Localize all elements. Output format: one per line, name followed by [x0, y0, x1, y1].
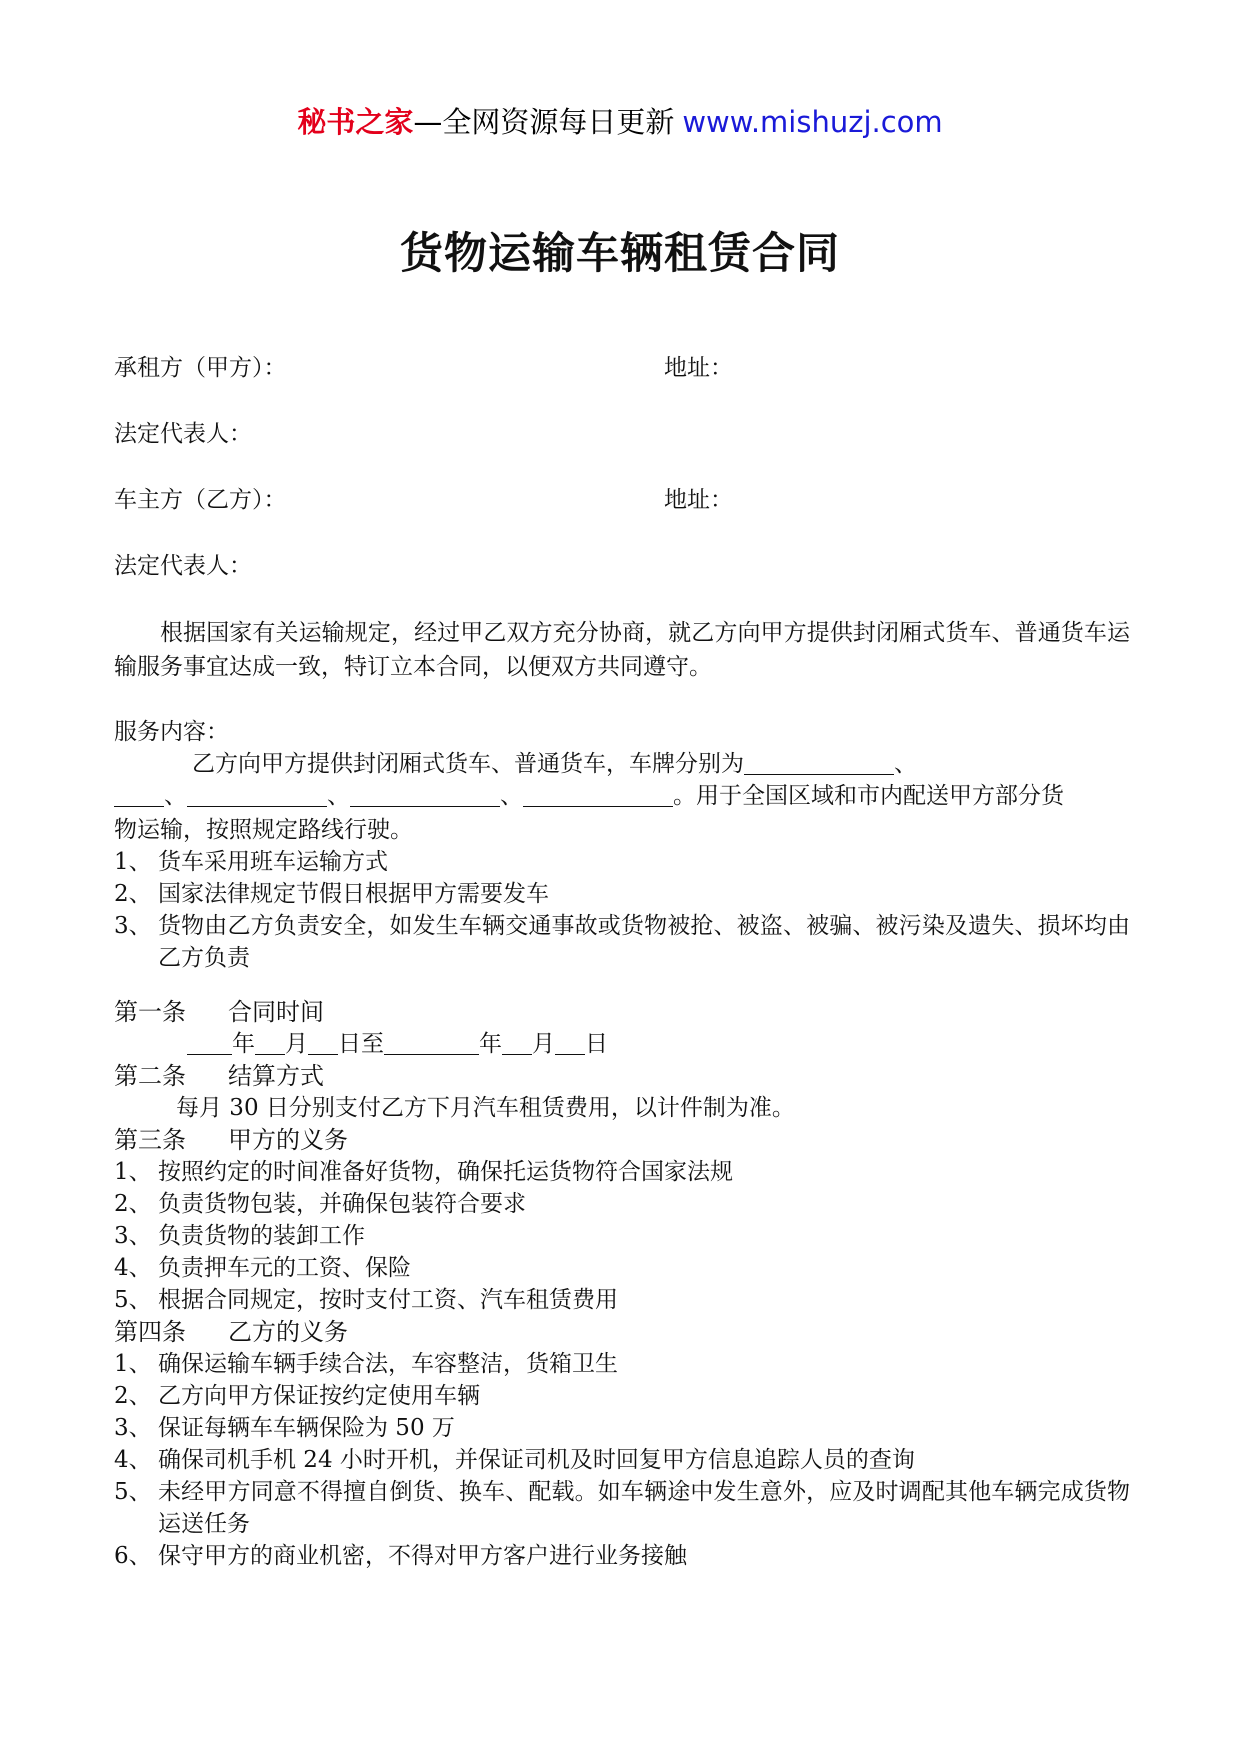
item-text: 确保运输车辆手续合法，车容整洁，货箱卫生 — [158, 1351, 618, 1377]
day-label: 日 — [585, 1031, 608, 1057]
month-label: 月 — [285, 1031, 308, 1057]
service-intro-line-2 — [114, 780, 1130, 812]
list-item — [114, 1348, 1130, 1380]
list-item — [114, 846, 1130, 878]
header-banner — [0, 98, 1240, 146]
end-day-blank[interactable] — [555, 1030, 585, 1055]
item-number: 4、 — [114, 1447, 152, 1473]
owner-legal-rep-label: 法定代表人： — [114, 553, 252, 579]
article-number: 第一条 — [114, 998, 186, 1026]
plate-blank-3[interactable] — [187, 782, 327, 807]
end-month-blank[interactable] — [502, 1030, 532, 1055]
lessee-label: 承租方（甲方）： — [114, 355, 287, 381]
article-1-heading — [114, 996, 324, 1028]
item-number: 1、 — [114, 1159, 152, 1185]
start-month-blank[interactable] — [255, 1030, 285, 1055]
item-number: 2、 — [114, 1191, 152, 1217]
lessee-legal-rep-label: 法定代表人： — [114, 421, 252, 447]
item-number: 3、 — [114, 1223, 152, 1249]
contract-period-line — [114, 1028, 1130, 1060]
article-number: 第四条 — [114, 1318, 186, 1346]
settlement-text: 每月 30 日分别支付乙方下月汽车租赁费用，以计件制为准。 — [176, 1095, 795, 1121]
plate-blank-1[interactable] — [744, 750, 894, 775]
to-label: 至 — [361, 1031, 384, 1057]
separator: 、 — [327, 783, 350, 809]
article-title: 结算方式 — [228, 1062, 324, 1090]
article-title: 合同时间 — [228, 998, 324, 1026]
item-text: 根据合同规定，按时支付工资、汽车租赁费用 — [158, 1287, 618, 1313]
item-number: 2、 — [114, 881, 152, 907]
service-intro-text-cont: 。用于全国区域和市内配送甲方部分货 — [673, 783, 1064, 809]
service-intro-line-3: 物运输，按照规定路线行驶。 — [114, 817, 413, 843]
list-item — [114, 1412, 1130, 1444]
item-text: 乙方向甲方保证按约定使用车辆 — [158, 1383, 480, 1409]
owner-address-label: 地址： — [664, 487, 733, 513]
brand-name: 秘书之家 — [297, 105, 414, 139]
list-item — [114, 910, 1130, 974]
item-number: 3、 — [114, 913, 152, 939]
item-text: 保证每辆车车辆保险为 50 万 — [158, 1415, 455, 1441]
document-title: 货物运输车辆租赁合同 — [400, 229, 840, 279]
list-item — [114, 878, 1130, 910]
separator: 、 — [164, 783, 187, 809]
owner-label: 车主方（乙方）： — [114, 487, 287, 513]
start-day-blank[interactable] — [308, 1030, 338, 1055]
list-item — [114, 1284, 1130, 1316]
list-item — [114, 1476, 1130, 1540]
end-year-blank[interactable] — [384, 1030, 479, 1055]
list-item — [114, 1252, 1130, 1284]
item-text: 未经甲方同意不得擅自倒货、换车、配载。如车辆途中发生意外，应及时调配其他车辆完成货物运送任务 — [158, 1479, 1130, 1537]
service-intro-line-1 — [114, 748, 1130, 780]
separator: 、 — [894, 751, 917, 777]
day-label: 日 — [338, 1031, 361, 1057]
item-text: 货车采用班车运输方式 — [158, 849, 388, 875]
separator: 、 — [500, 783, 523, 809]
item-number: 2、 — [114, 1383, 152, 1409]
banner-tagline: —全网资源每日更新 — [413, 105, 675, 139]
item-text: 保守甲方的商业机密，不得对甲方客户进行业务接触 — [158, 1543, 687, 1569]
article-number: 第二条 — [114, 1062, 186, 1090]
month-label: 月 — [532, 1031, 555, 1057]
article-title: 乙方的义务 — [228, 1318, 348, 1346]
item-number: 5、 — [114, 1287, 152, 1313]
item-number: 4、 — [114, 1255, 152, 1281]
service-heading: 服务内容： — [114, 719, 229, 745]
item-text: 负责货物的装卸工作 — [158, 1223, 365, 1249]
article-4-heading — [114, 1316, 348, 1348]
list-item — [114, 1156, 1130, 1188]
website-link[interactable]: www.mishuzj.com — [682, 105, 943, 139]
list-item — [114, 1220, 1130, 1252]
list-item — [114, 1380, 1130, 1412]
item-number: 3、 — [114, 1415, 152, 1441]
year-label: 年 — [232, 1031, 255, 1057]
item-number: 1、 — [114, 849, 152, 875]
item-text: 按照约定的时间准备好货物，确保托运货物符合国家法规 — [158, 1159, 733, 1185]
year-label: 年 — [479, 1031, 502, 1057]
item-number: 1、 — [114, 1351, 152, 1377]
lessee-address-label: 地址： — [664, 355, 733, 381]
item-text: 国家法律规定节假日根据甲方需要发车 — [158, 881, 549, 907]
list-item — [114, 1188, 1130, 1220]
article-2-heading — [114, 1060, 324, 1092]
article-3-heading — [114, 1124, 348, 1156]
article-number: 第三条 — [114, 1126, 186, 1154]
item-number: 6、 — [114, 1543, 152, 1569]
item-text: 货物由乙方负责安全，如发生车辆交通事故或货物被抢、被盗、被骗、被污染及遗失、损坏均由乙方负责 — [158, 913, 1130, 971]
plate-blank-2[interactable] — [114, 782, 164, 807]
list-item — [114, 1444, 1130, 1476]
item-text: 负责押车元的工资、保险 — [158, 1255, 411, 1281]
item-text: 负责货物包装，并确保包装符合要求 — [158, 1191, 526, 1217]
list-item — [114, 1540, 1130, 1572]
service-intro-text: 乙方向甲方提供封闭厢式货车、普通货车，车牌分别为 — [192, 751, 744, 777]
item-text: 确保司机手机 24 小时开机，并保证司机及时回复甲方信息追踪人员的查询 — [158, 1447, 915, 1473]
plate-blank-5[interactable] — [523, 782, 673, 807]
plate-blank-4[interactable] — [350, 782, 500, 807]
preamble-paragraph: 根据国家有关运输规定，经过甲乙双方充分协商，就乙方向甲方提供封闭厢式货车、普通货车运输服务事宜达成一致，特订立本合同，以便双方共同遵守。 — [114, 620, 1130, 680]
item-number: 5、 — [114, 1479, 152, 1505]
start-year-blank[interactable] — [187, 1030, 232, 1055]
article-title: 甲方的义务 — [228, 1126, 348, 1154]
